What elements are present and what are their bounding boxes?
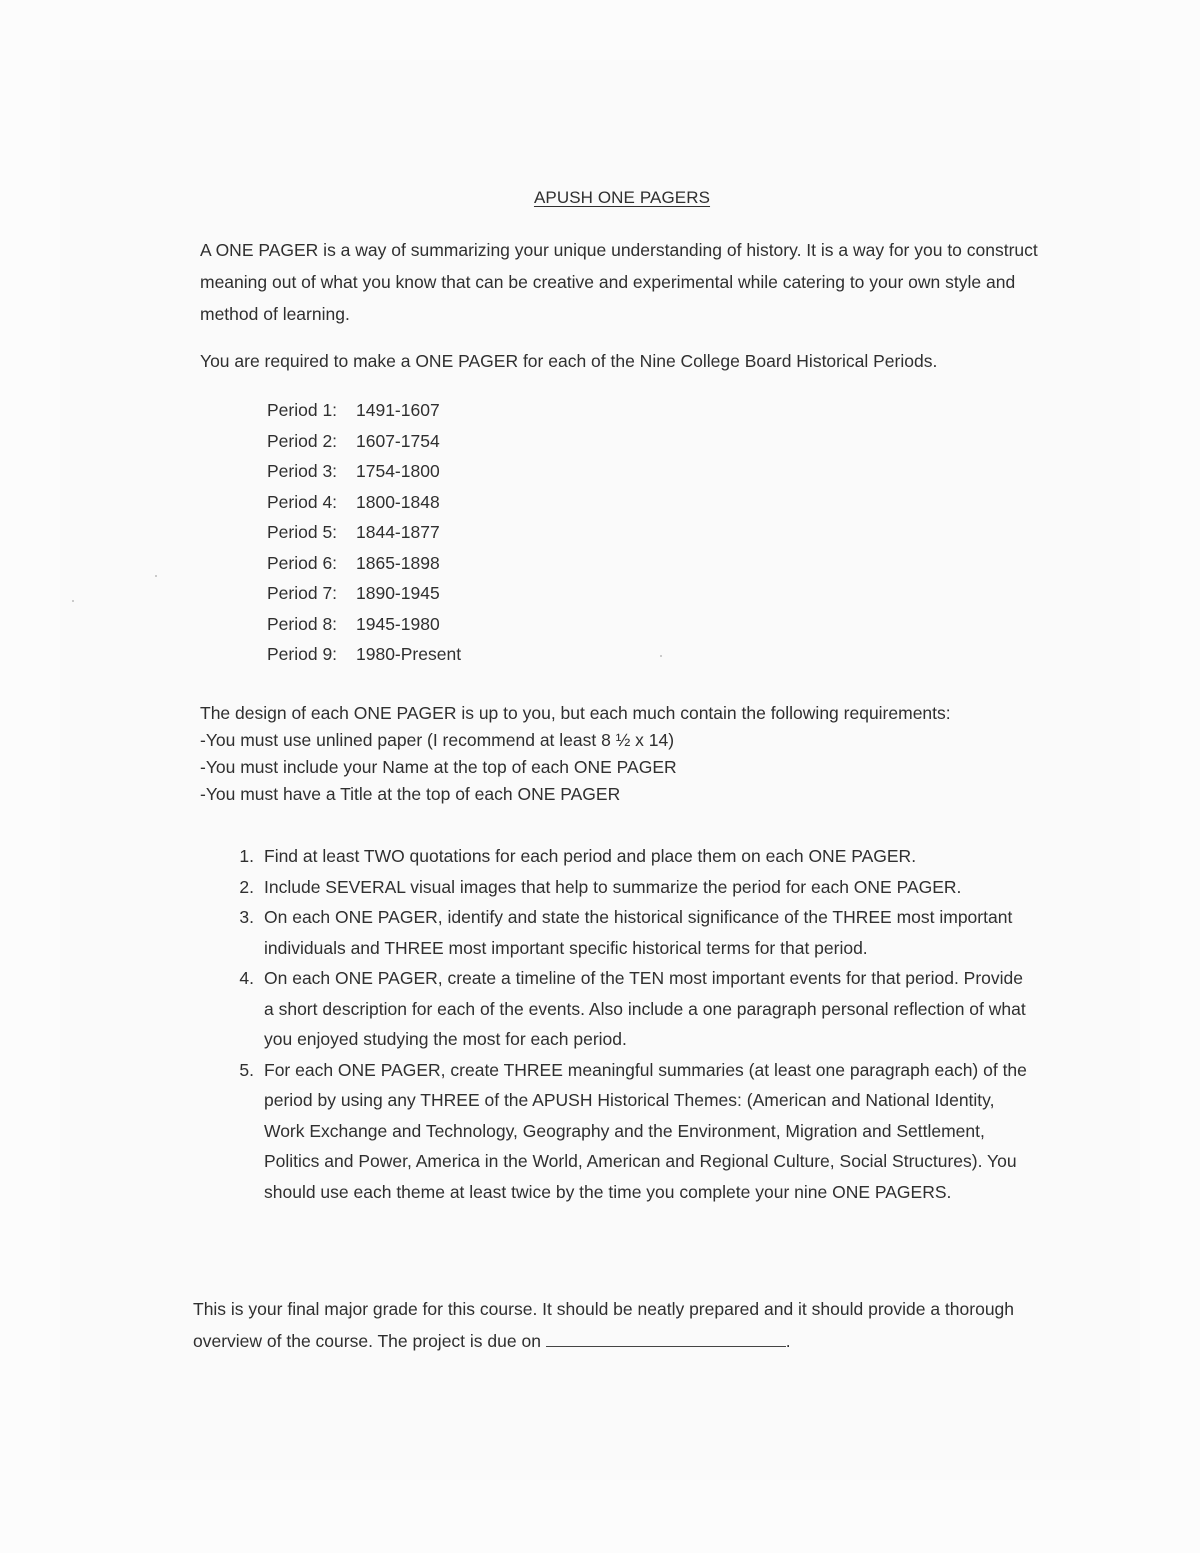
period-range: 1607-1754 xyxy=(356,430,440,451)
task-number: 5. xyxy=(239,1059,254,1080)
period-item xyxy=(267,395,461,426)
design-requirement: -You must include your Name at the top of each ONE PAGER xyxy=(200,757,677,777)
design-requirement: -You must have a Title at the top of each ONE PAGER xyxy=(200,784,621,804)
period-range: 1491-1607 xyxy=(356,400,440,420)
period-range: 1844-1877 xyxy=(356,522,440,542)
final-end: . xyxy=(785,1331,791,1351)
requirement-statement: You are required to make a ONE PAGER for each of the Nine College Board Historical Periods. xyxy=(200,351,938,371)
scan-speck xyxy=(72,600,74,602)
final-text: This is your final major grade for this course. It should be neatly prepared and it should provide a thorough overview of the course. The project is due on xyxy=(193,1299,1015,1351)
period-label: Period 8: xyxy=(267,613,338,634)
task-item xyxy=(229,841,1029,872)
period-item xyxy=(267,578,461,609)
period-label: Period 2: xyxy=(267,430,338,451)
period-item xyxy=(267,639,461,670)
task-text: Find at least TWO quotations for each period and place them on each ONE PAGER. xyxy=(264,846,917,866)
period-label: Period 6: xyxy=(267,552,338,573)
period-label: Period 1: xyxy=(267,400,338,420)
task-item xyxy=(229,1055,1029,1208)
task-number: 3. xyxy=(239,907,254,927)
task-number: 4. xyxy=(239,968,254,988)
period-item xyxy=(267,609,461,640)
period-label: Period 7: xyxy=(267,583,338,603)
period-range: 1754-1800 xyxy=(356,461,440,481)
period-item xyxy=(267,487,461,518)
design-requirement: -You must use unlined paper (I recommend at least 8 ½ x 14) xyxy=(200,730,675,750)
period-item xyxy=(267,456,461,487)
task-item xyxy=(229,872,1029,903)
period-range: 1945-1980 xyxy=(356,613,440,634)
period-label: Period 3: xyxy=(267,461,338,481)
period-label: Period 9: xyxy=(267,644,338,664)
task-item xyxy=(229,902,1029,963)
design-lead: The design of each ONE PAGER is up to you, but each much contain the following requirements: xyxy=(200,703,951,723)
task-number: 1. xyxy=(239,846,254,866)
period-range: 1980-Present xyxy=(356,644,462,664)
period-range: 1800-1848 xyxy=(356,491,440,512)
scan-speck xyxy=(660,655,662,657)
task-item xyxy=(229,963,1029,1055)
final-paragraph xyxy=(193,1293,1053,1357)
task-number: 2. xyxy=(239,876,254,897)
task-text: Include SEVERAL visual images that help to summarize the period for each ONE PAGER. xyxy=(264,876,962,897)
task-text: For each ONE PAGER, create THREE meaningful summaries (at least one paragraph each) of the period by using any THREE of the APUSH Historical Themes: (American and National Identity, Work Exchange and Technology, Geography and the Environment, Migration and Settlement, Politics and Power, America in the World, American and Regional Culture, Social Structures). You should use each theme at least twice by the time you complete your nine ONE PAGERS. xyxy=(264,1059,1027,1202)
page-title: APUSH ONE PAGERS xyxy=(533,188,711,207)
period-label: Period 4: xyxy=(267,491,338,512)
period-range: 1865-1898 xyxy=(356,552,440,573)
task-text: On each ONE PAGER, create a timeline of the TEN most important events for that period. Provide a short description for each of the events. Also include a one paragraph personal reflection of what you enjoyed studying the most for each period. xyxy=(264,968,1026,1049)
task-list xyxy=(229,841,1029,1207)
period-label: Period 5: xyxy=(267,522,338,542)
due-date-blank xyxy=(546,1326,786,1347)
design-requirements xyxy=(200,700,1070,808)
period-list xyxy=(267,395,461,670)
period-item xyxy=(267,548,461,579)
scan-speck xyxy=(155,575,157,577)
intro-paragraph: A ONE PAGER is a way of summarizing your unique understanding of history. It is a way for you to construct meaning out of what you know that can be creative and experimental while catering to your own style and method of learning. xyxy=(200,240,1038,324)
period-item xyxy=(267,426,461,457)
period-item xyxy=(267,517,461,548)
period-range: 1890-1945 xyxy=(356,583,440,603)
task-text: On each ONE PAGER, identify and state the historical significance of the THREE most important individuals and THREE most important specific historical terms for that period. xyxy=(264,907,1013,958)
